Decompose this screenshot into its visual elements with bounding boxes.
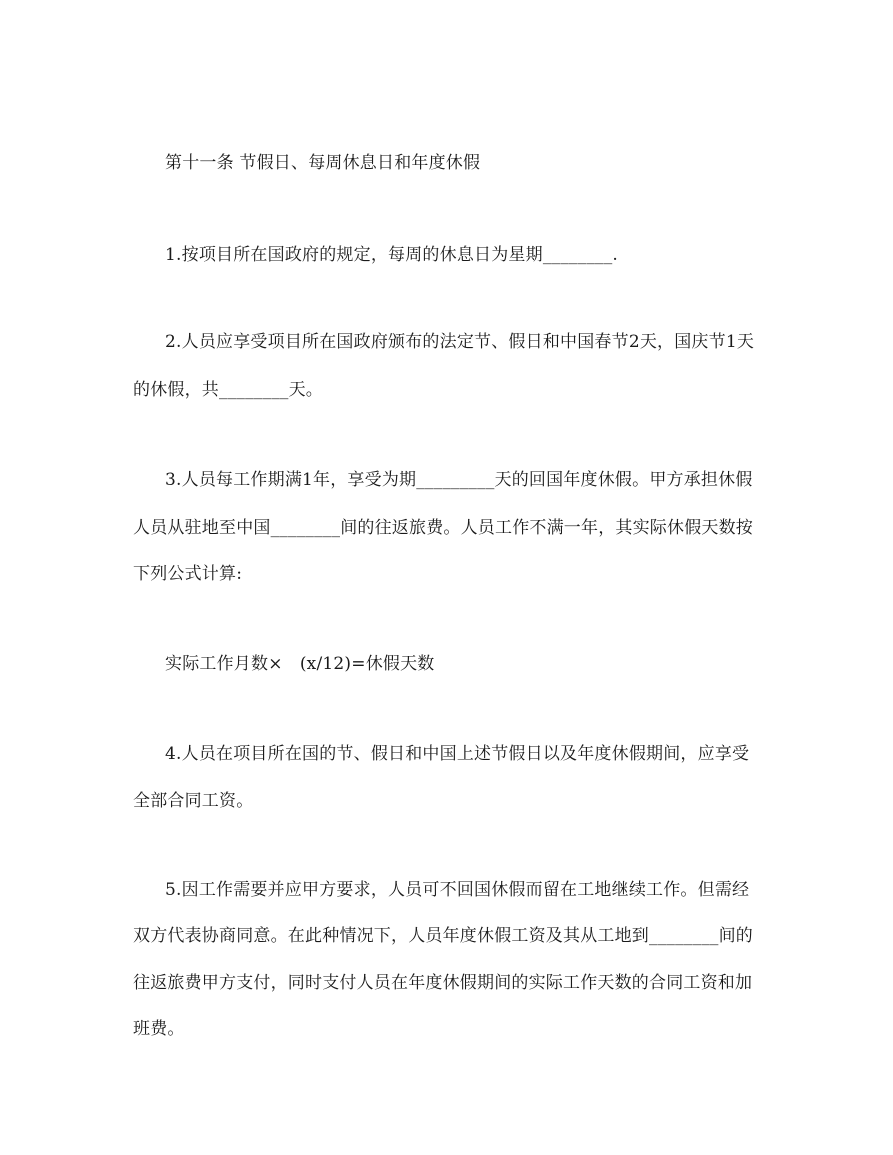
paragraph-4-line-1: 4.人员在项目所在国的节、假日和中国上述节假日以及年度休假期间，应享受 [165,744,750,764]
paragraph-2-line-2: 的休假，共________天。 [133,380,323,400]
paragraph-5-line-2: 双方代表协商同意。在此种情况下，人员年度休假工资及其从工地到________间的 [133,926,753,946]
paragraph-1-line-1: 1.按项目所在国政府的规定，每周的休息日为星期________. [165,245,619,265]
paragraph-2-line-1: 2.人员应享受项目所在国政府颁布的法定节、假日和中国春节2天，国庆节1天 [165,332,755,352]
formula-line: 实际工作月数× (x/12)=休假天数 [165,654,435,674]
paragraph-4-line-2: 全部合同工资。 [133,791,254,811]
paragraph-5-line-3: 往返旅费甲方支付，同时支付人员在年度休假期间的实际工作天数的合同工资和加 [133,973,753,993]
paragraph-3-line-1: 3.人员每工作期满1年，享受为期_________天的回国年度休假。甲方承担休假 [165,470,753,490]
paragraph-3-line-3: 下列公式计算: [133,564,243,584]
paragraph-5-line-1: 5.因工作需要并应甲方要求，人员可不回国休假而留在工地继续工作。但需经 [165,880,750,900]
article-heading: 第十一条 节假日、每周休息日和年度休假 [165,153,481,173]
paragraph-3-line-2: 人员从驻地至中国________间的往返旅费。人员工作不满一年，其实际休假天数按 [133,518,753,538]
paragraph-5-line-4: 班费。 [133,1019,185,1039]
